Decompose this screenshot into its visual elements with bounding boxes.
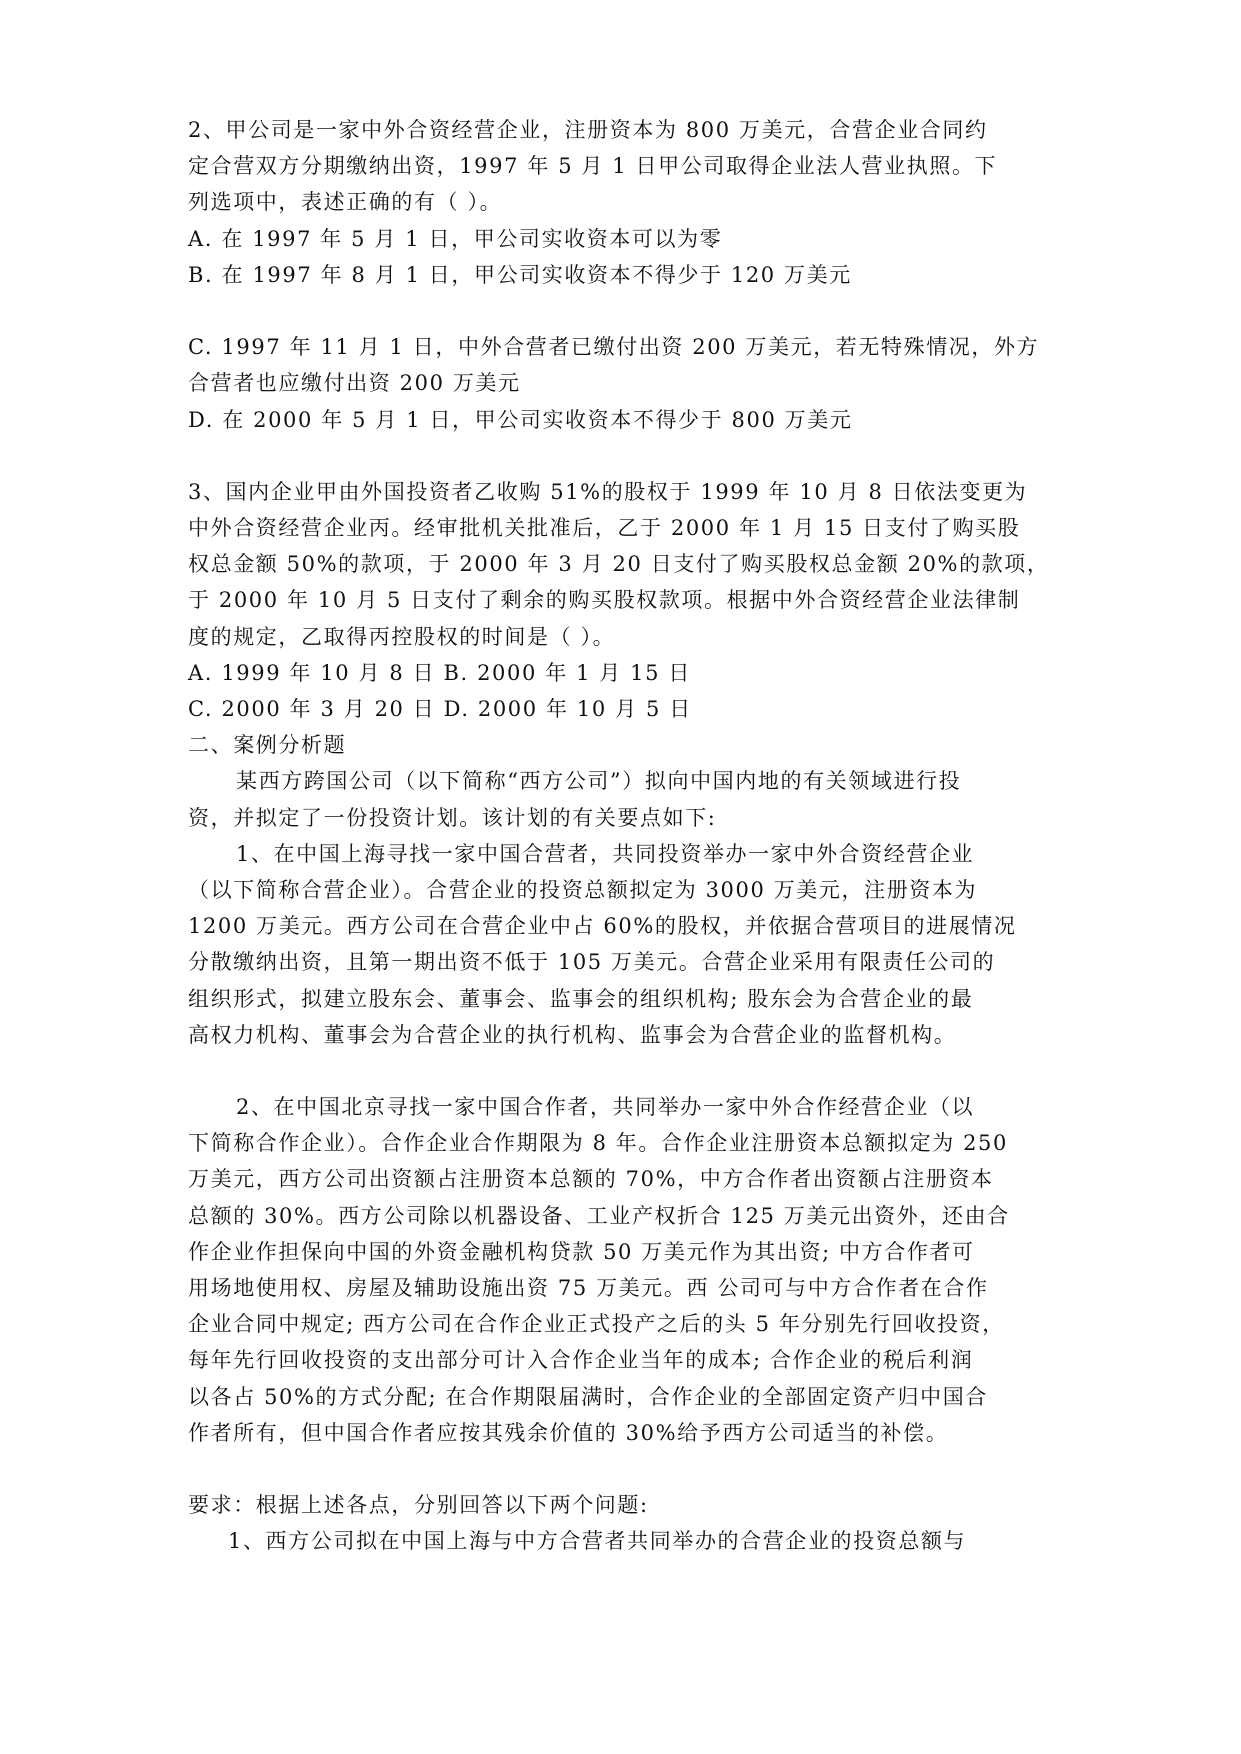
- question-3-options-cd: C. 2000 年 3 月 20 日 D. 2000 年 10 月 5 日: [188, 697, 692, 721]
- point-2-line-2: 下简称合作企业）。合作企业合作期限为 8 年。合作企业注册资本总额拟定为 250: [188, 1131, 1008, 1156]
- question-3-line-1: 3、国内企业甲由外国投资者乙收购 51%的股权于 1999 年 10 月 8 日依法变更为: [188, 479, 1028, 504]
- question-2-line-1: 2、甲公司是一家中外合资经营企业，注册资本为 800 万美元，合营企业合同约: [188, 118, 988, 142]
- case-analysis-section: [188, 727, 1060, 1559]
- question-3-line-4: 于 2000 年 10 月 5 日支付了剩余的购买股权款项。根据中外合资经营企业法律制: [188, 588, 1021, 613]
- point-2-line-7: 企业合同中规定; 西方公司在合作企业正式投产之后的头 5 年分别先行回收投资，: [188, 1312, 1005, 1337]
- question-2-option-b: B. 在 1997 年 8 月 1 日，甲公司实收资本不得少于 120 万美元: [188, 262, 852, 287]
- point-1-line-1: 1、在中国上海寻找一家中国合营者，共同投资举办一家中外合资经营企业: [236, 841, 975, 866]
- intro-line-2: 资，并拟定了一份投资计划。该计划的有关要点如下:: [188, 805, 717, 830]
- question-2-option-a: A. 在 1997 年 5 月 1 日，甲公司实收资本可以为零: [188, 226, 723, 251]
- question-3-line-2: 中外合资经营企业丙。经审批机关批准后，乙于 2000 年 1 月 15 日支付了购买股: [188, 516, 1021, 541]
- question-2-line-3: 列选项中，表述正确的有（ ）。: [188, 190, 503, 215]
- point-2-line-6: 用场地使用权、房屋及辅助设施出资 75 万美元。西 公司可与中方合作者在合作: [188, 1276, 989, 1300]
- point-1-line-6: 高权力机构、董事会为合营企业的执行机构、监事会为合营企业的监督机构。: [188, 1022, 957, 1047]
- question-2-option-c-line-1: C. 1997 年 11 月 1 日，中外合营者已缴付出资 200 万美元，若无特殊情况，外方: [188, 335, 1040, 360]
- question-3: [188, 474, 1060, 727]
- question-2-option-c-line-2: 合营者也应缴付出资 200 万美元: [188, 371, 521, 396]
- section-heading: 二、案例分析题: [188, 733, 347, 758]
- question-1-line: 1、西方公司拟在中国上海与中方合营者共同举办的合营企业的投资总额与: [228, 1529, 967, 1554]
- blank-line: [188, 293, 1060, 329]
- point-2-line-4: 总额的 30%。西方公司除以机器设备、工业产权折合 125 万美元出资外，还由合: [188, 1203, 1010, 1228]
- point-2-line-3: 万美元，西方公司出资额占注册资本总额的 70%，中方合作者出资额占注册资本: [188, 1167, 994, 1192]
- point-1-line-5: 组织形式，拟建立股东会、董事会、监事会的组织机构; 股东会为合营企业的最: [188, 986, 974, 1011]
- question-3-line-5: 度的规定，乙取得丙控股权的时间是（ ）。: [188, 624, 616, 649]
- question-2: [188, 112, 1060, 438]
- question-2-option-d: D. 在 2000 年 5 月 1 日，甲公司实收资本不得少于 800 万美元: [188, 407, 853, 432]
- requirement-line: 要求：根据上述各点，分别回答以下两个问题:: [188, 1493, 649, 1518]
- point-2-line-1: 2、在中国北京寻找一家中国合作者，共同举办一家中外合作经营企业（以: [236, 1095, 975, 1120]
- point-1-line-3: 1200 万美元。西方公司在合营企业中占 60%的股权，并依据合营项目的进展情况: [188, 914, 1017, 939]
- blank-line: [188, 1451, 1060, 1487]
- point-1-line-4: 分散缴纳出资，且第一期出资不低于 105 万美元。合营企业采用有限责任公司的: [188, 950, 996, 975]
- point-2-line-8: 每年先行回收投资的支出部分可计入合作企业当年的成本; 合作企业的税后利润: [188, 1348, 974, 1373]
- document-body: [188, 112, 1060, 1560]
- blank-line: [188, 438, 1060, 474]
- point-1-line-2: （以下简称合营企业）。合营企业的投资总额拟定为 3000 万美元，注册资本为: [188, 877, 978, 902]
- question-2-line-2: 定合营双方分期缴纳出资，1997 年 5 月 1 日甲公司取得企业法人营业执照。下: [188, 154, 998, 179]
- question-3-options-ab: A. 1999 年 10 月 8 日 B. 2000 年 1 月 15 日: [188, 660, 691, 685]
- point-2-line-10: 作者所有，但中国合作者应按其残余价值的 30%给予西方公司适当的补偿。: [188, 1420, 949, 1445]
- point-2-line-9: 以各占 50%的方式分配; 在合作期限届满时，合作企业的全部固定资产归中国合: [188, 1384, 988, 1409]
- question-3-line-3: 权总金额 50%的款项，于 2000 年 3 月 20 日支付了购买股权总金额 20%的款项，: [188, 552, 1050, 577]
- intro-line-1: 某西方跨国公司（以下简称“西方公司”）拟向中国内地的有关领域进行投: [236, 769, 962, 794]
- blank-line: [188, 1053, 1060, 1089]
- point-2-line-5: 作企业作担保向中国的外资金融机构贷款 50 万美元作为其出资; 中方合作者可: [188, 1239, 975, 1264]
